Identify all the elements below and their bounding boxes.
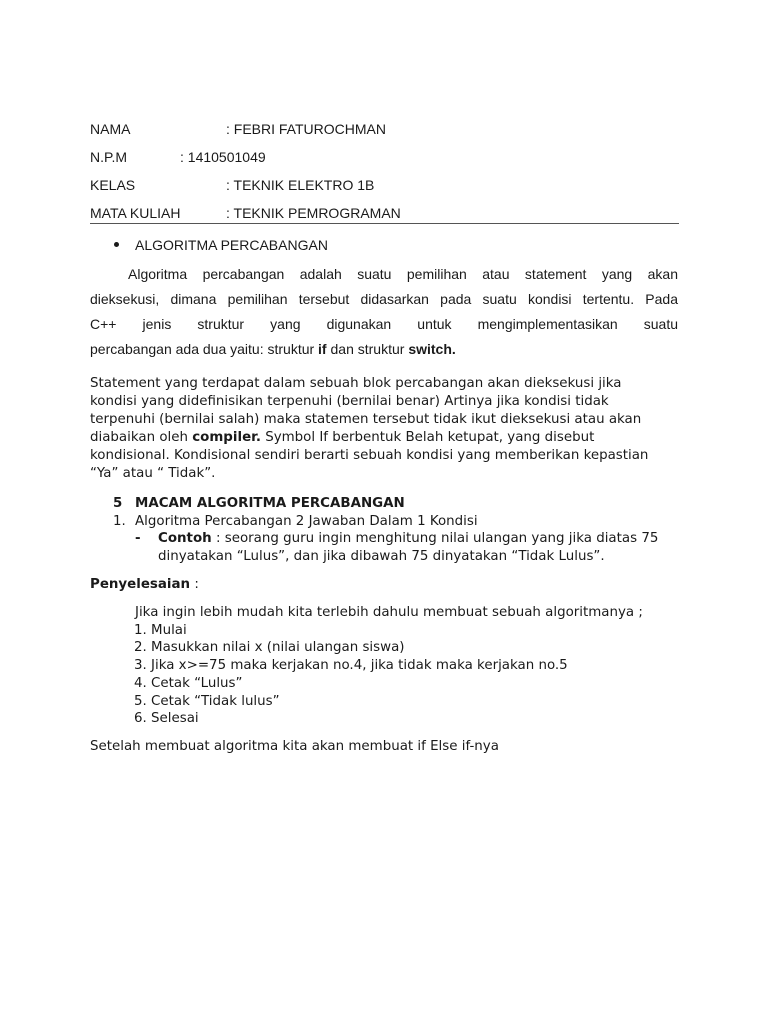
statement-line: “Ya” atau “ Tidak”. [90,466,216,481]
matkul-label: MATA KULIAH [90,205,181,221]
algorithm-step: 5. Cetak “Tidak lulus” [134,694,280,709]
algorithm-step: 1. Mulai [134,623,187,638]
statement-line: kondisional. Kondisional sendiri berarti sebuah kondisi yang memberikan kepastian [90,448,649,463]
text-run: Symbol If berbentuk Belah ketupat, yang disebut [260,430,595,445]
text-run: : [190,577,199,592]
penyelesaian-label: Penyelesaian [90,577,191,592]
keyword-compiler: compiler. [192,430,261,445]
contoh-label: Contoh [158,531,212,546]
text-run: percabangan ada dua yaitu: struktur [90,341,319,357]
text-run: dan struktur [326,341,409,357]
paragraph-line: Algoritma percabangan adalah suatu pemilihan atau statement yang akan [128,266,678,282]
paragraph-line: C++ jenis struktur yang digunakan untuk mengimplementasikan suatu [90,316,678,332]
paragraph-line: dieksekusi, dimana pemilihan tersebut didasarkan pada suatu kondisi tertentu. Pada [90,291,678,307]
algorithm-step: 3. Jika x>=75 maka kerjakan no.4, jika tidak maka kerjakan no.5 [134,658,568,673]
statement-line [90,430,594,445]
bullet-icon [114,242,119,247]
statement-line: kondisi yang didefinisikan terpenuhi (bernilai benar) Artinya jika kondisi tidak [90,394,609,409]
nama-label: NAMA [90,121,131,137]
keyword-switch: switch. [408,341,456,357]
keyword-if: if [318,341,327,357]
header-divider [90,223,679,224]
algorithm-step: 2. Masukkan nilai x (nilai ulangan siswa) [134,640,405,655]
statement-line: terpenuhi (bernilai salah) maka statemen tersebut tidak ikut dieksekusi atau akan [90,412,642,427]
closing-line: Setelah membuat algoritma kita akan membuat if Else if-nya [90,739,499,754]
text-run: diabaikan oleh [90,430,193,445]
dash-marker: - [135,531,141,546]
algorithm-intro: Jika ingin lebih mudah kita terlebih dahulu membuat sebuah algoritmanya ; [135,605,643,620]
text-run: : seorang guru ingin menghitung nilai ulangan yang jika diatas 75 [211,531,659,546]
contoh-line [158,531,658,546]
matkul-value: : TEKNIK PEMROGRAMAN [226,205,401,221]
list-heading: MACAM ALGORITMA PERCABANGAN [135,496,405,511]
section-heading: ALGORITMA PERCABANGAN [135,237,328,253]
list-item-number: 1. [113,514,126,529]
contoh-line: dinyatakan “Lulus”, dan jika dibawah 75 dinyatakan “Tidak Lulus”. [158,549,605,564]
npm-label: N.P.M [90,149,128,165]
kelas-label: KELAS [90,177,136,193]
list-heading-number: 5 [113,496,123,511]
npm-value: : 1410501049 [180,149,266,165]
statement-line: Statement yang terdapat dalam sebuah blok percabangan akan dieksekusi jika [90,376,622,391]
list-item: Algoritma Percabangan 2 Jawaban Dalam 1 Kondisi [135,514,478,529]
nama-value: : FEBRI FATUROCHMAN [226,121,386,137]
kelas-value: : TEKNIK ELEKTRO 1B [226,177,375,193]
paragraph-line [90,341,456,357]
algorithm-step: 4. Cetak “Lulus” [134,676,243,691]
penyelesaian-heading [90,577,199,592]
algorithm-step: 6. Selesai [134,711,199,726]
